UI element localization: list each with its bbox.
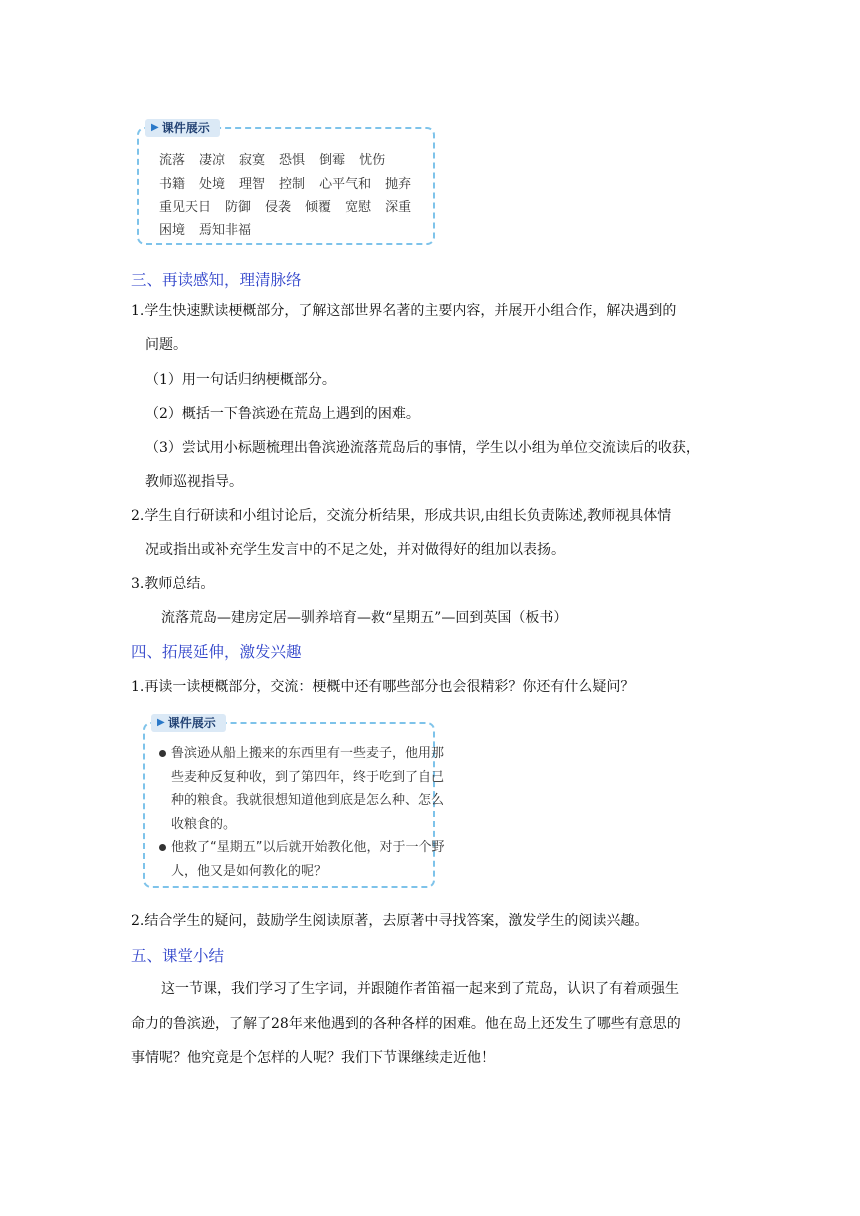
bullet-item: 鲁滨逊从船上搬来的东西里有一些麦子，他用那些麦种反复种收，到了第四年，终于吃到了自己种的粮食。我就很想知道他到底是怎么种、怎么收粮食的。 — [159, 742, 449, 836]
word: 心平气和 — [319, 177, 372, 192]
word: 凄凉 — [199, 153, 226, 168]
paragraph: 命力的鲁滨逊，了解了28年来他遇到的各种各样的困难。他在岛上还发生了哪些有意思的 — [131, 1016, 681, 1032]
word: 倾覆 — [305, 200, 332, 215]
word: 困境 — [159, 223, 186, 238]
word: 流落 — [159, 153, 186, 168]
section-heading-4: 四、拓展延伸，激发兴趣 — [131, 643, 302, 661]
paragraph: 问题。 — [145, 337, 187, 353]
word: 书籍 — [159, 177, 186, 192]
courseware-box-questions — [143, 716, 445, 888]
word: 深重 — [385, 200, 412, 215]
paragraph: 2.结合学生的疑问，鼓励学生阅读原著，去原著中寻找答案，激发学生的阅读兴趣。 — [131, 913, 649, 929]
word: 宽慰 — [345, 200, 372, 215]
bullet-dot-icon — [159, 750, 166, 757]
word: 理智 — [239, 177, 266, 192]
courseware-tag-label: 课件展示 — [161, 121, 210, 135]
word-row-2 — [159, 173, 425, 192]
word: 寂寞 — [239, 153, 266, 168]
paragraph: 3.教师总结。 — [131, 576, 215, 592]
paragraph: 这一节课，我们学习了生字词，并跟随作者笛福一起来到了荒岛，认识了有着顽强生 — [161, 981, 679, 997]
board-notes: 流落荒岛—建房定居—驯养培育—救“星期五”—回到英国（板书） — [161, 610, 568, 626]
paragraph: 教师巡视指导。 — [145, 474, 243, 490]
word: 防御 — [225, 200, 252, 215]
play-arrow-icon: ▶ — [157, 717, 165, 728]
bullet-list — [159, 742, 449, 883]
word: 抛弃 — [385, 177, 412, 192]
paragraph: 况或指出或补充学生发言中的不足之处，并对做得好的组加以表扬。 — [145, 542, 565, 558]
play-arrow-icon: ▶ — [151, 122, 159, 133]
word-row-4 — [159, 219, 265, 238]
question-item: （3）尝试用小标题梳理出鲁滨逊流落荒岛后的事情，学生以小组为单位交流读后的收获， — [145, 440, 700, 456]
word-row-1 — [159, 149, 399, 168]
word: 处境 — [199, 177, 226, 192]
section-heading-3: 三、再读感知，理清脉络 — [131, 271, 302, 289]
question-item: （2）概括一下鲁滨逊在荒岛上遇到的困难。 — [145, 406, 420, 422]
courseware-tag-label: 课件展示 — [167, 716, 216, 730]
word: 恐惧 — [279, 153, 306, 168]
paragraph: 1.再读一读梗概部分，交流：梗概中还有哪些部分也会很精彩？你还有什么疑问？ — [131, 679, 635, 695]
word: 侵袭 — [265, 200, 292, 215]
word: 重见天日 — [159, 200, 212, 215]
courseware-box-words — [137, 121, 435, 245]
paragraph: 事情呢？他究竟是个怎样的人呢？我们下节课继续走近他！ — [131, 1050, 495, 1066]
bullet-item: 他救了“星期五”以后就开始教化他，对于一个野人，他又是如何教化的呢？ — [159, 836, 449, 883]
courseware-tag — [151, 714, 226, 732]
word: 控制 — [279, 177, 306, 192]
courseware-tag — [145, 119, 220, 137]
word: 倒霉 — [319, 153, 346, 168]
word: 焉知非福 — [199, 223, 252, 238]
paragraph: 2.学生自行研读和小组讨论后，交流分析结果，形成共识,由组长负责陈述,教师视具体情 — [131, 508, 672, 524]
word-row-3 — [159, 196, 425, 215]
paragraph: 1.学生快速默读梗概部分，了解这部世界名著的主要内容，并展开小组合作，解决遇到的 — [131, 303, 677, 319]
bullet-dot-icon — [159, 844, 166, 851]
section-heading-5: 五、课堂小结 — [131, 947, 225, 965]
question-item: （1）用一句话归纳梗概部分。 — [145, 372, 336, 388]
word: 忧伤 — [359, 153, 386, 168]
